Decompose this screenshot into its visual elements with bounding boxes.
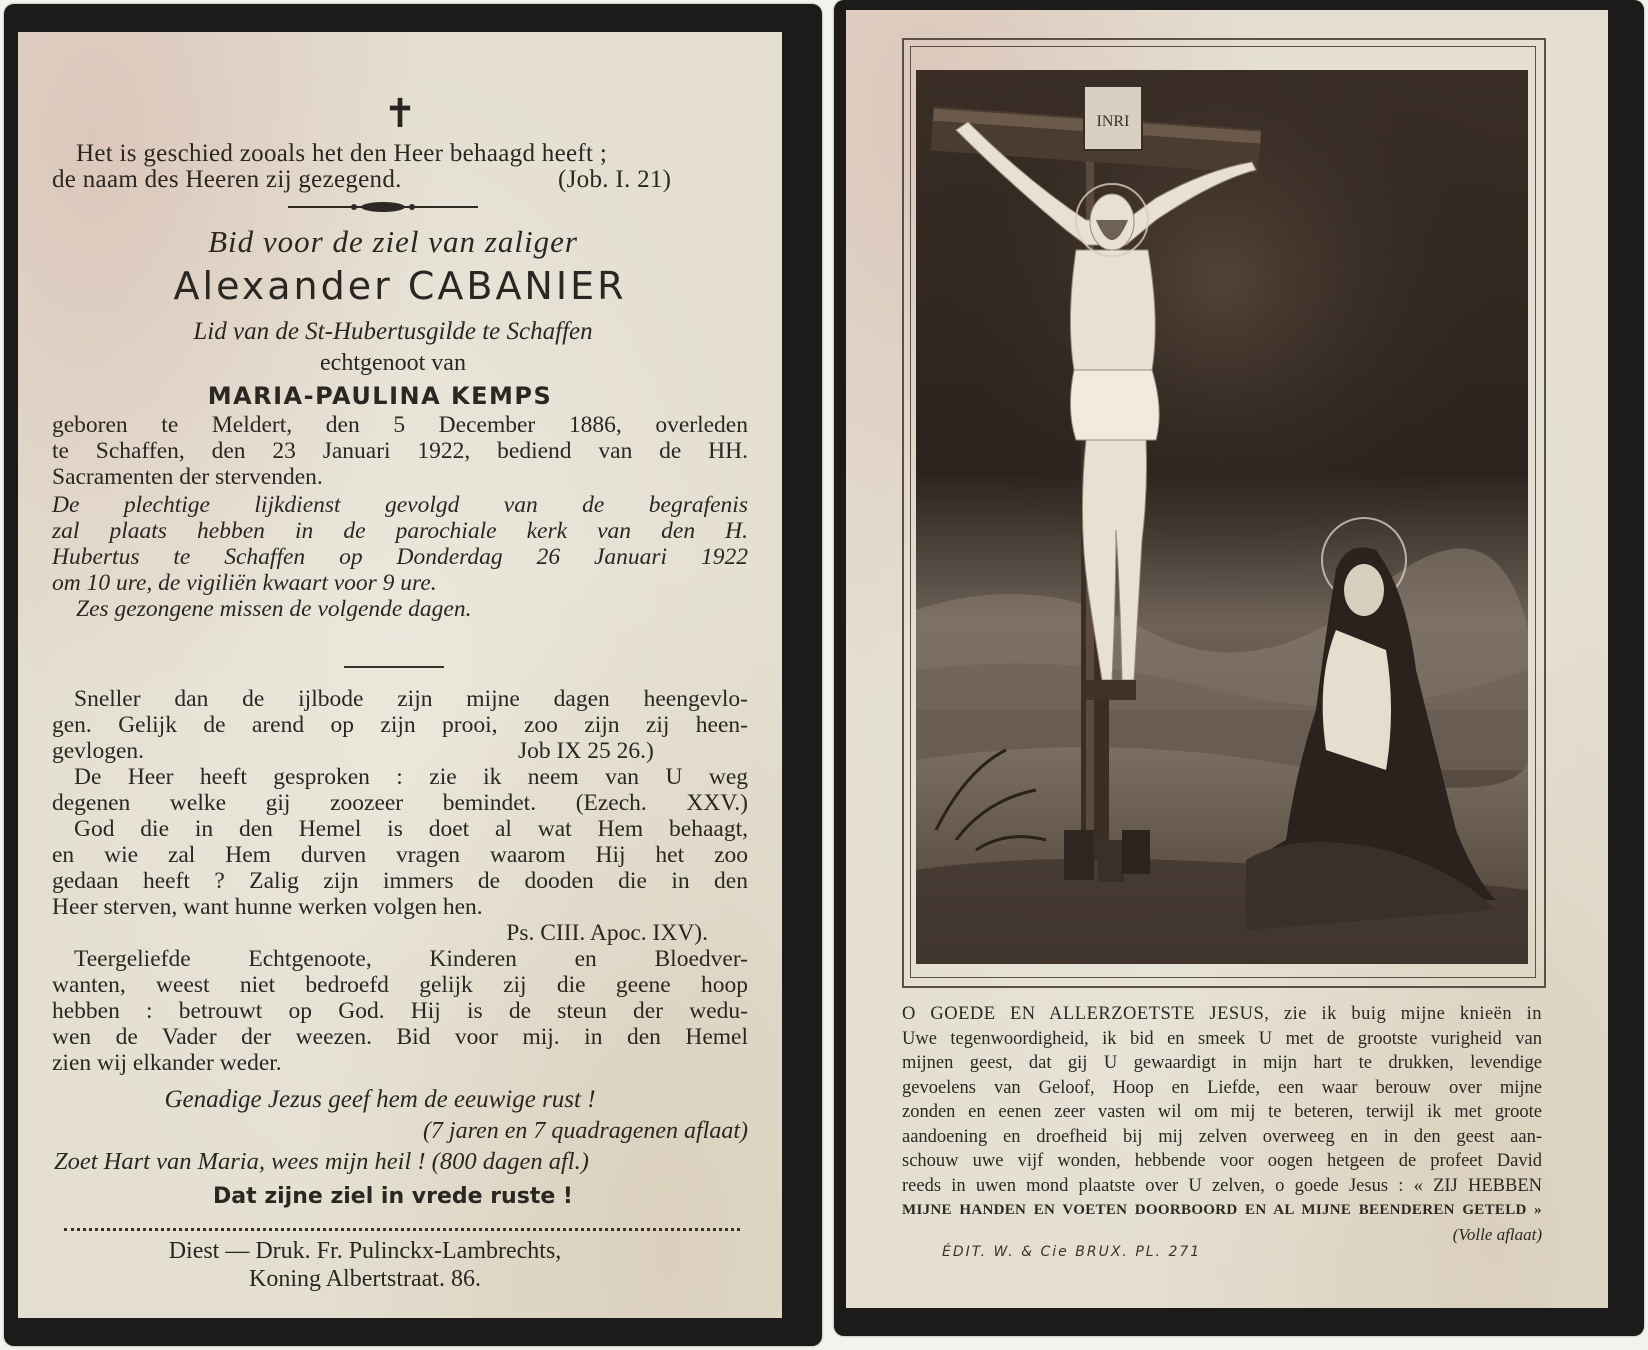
scripture-line: gedaan heeft ? Zalig zijn immers de dooden die in den — [52, 868, 748, 894]
prayer-text — [902, 1002, 1542, 1247]
publisher-mark: ÉDIT. W. & Cie BRUX. PL. 271 — [942, 1244, 1202, 1260]
scripture-paragraph — [52, 686, 748, 1076]
verse-reference: (Job. I. 21) — [558, 166, 672, 193]
scripture-line: gen. Gelijk de arend op zijn prooi, zoo zijn zij heen- — [52, 712, 748, 738]
funeral-line: De plechtige lijkdienst gevolgd van de begrafenis — [52, 492, 748, 518]
birth-death-line: te Schaffen, den 23 Januari 1922, bediend van de HH. — [52, 438, 748, 464]
prayer-maria: Zoet Hart van Maria, wees mijn heil ! (800 dagen afl.) — [54, 1148, 589, 1175]
card-paper-front — [18, 32, 782, 1318]
prayer-jesus: Genadige Jezus geef hem de eeuwige rust ! — [164, 1086, 596, 1113]
card-paper-back — [846, 10, 1608, 1308]
funeral-paragraph — [52, 492, 748, 622]
scripture-line: degenen welke gij zoozeer bemindet. (Ezech. XXV.) — [52, 790, 748, 816]
pray-heading: Bid voor de ziel van zaliger — [208, 224, 578, 259]
deceased-name: Alexander CABANIER — [173, 264, 627, 308]
verse-line-2 — [52, 166, 782, 194]
indulgence-note-back: (Volle aflaat) — [1452, 1224, 1542, 1244]
memorial-card-front — [4, 4, 822, 1346]
birth-death-line: geboren te Meldert, den 5 December 1886, overleden — [52, 412, 748, 438]
prayer-line: mijnen geest, dat gij U gewaardigt in mijn hart te drukken, levendige — [902, 1053, 1542, 1073]
scripture-line: hebben : betrouwt op God. Hij is de steun der wedu- — [52, 998, 748, 1024]
guild-membership: Lid van de St-Hubertusgilde te Schaffen — [193, 318, 593, 345]
printer-line-2: Koning Albertstraat. 86. — [249, 1266, 481, 1292]
prayer-line: gevoelens van Geloof, Hoop en Liefde, een waar berouw over mijne — [902, 1077, 1542, 1098]
prayer-line: reeds in uwen mond plaatste over U zelven, o goede Jesus : « ZIJ HEBBEN — [902, 1175, 1542, 1196]
scripture-line: zien wij elkander weder. — [52, 1050, 282, 1076]
funeral-line: om 10 ure, de vigiliën kwaart voor 9 ure. — [52, 570, 437, 596]
inri-plaque: INRI — [1096, 113, 1130, 130]
divider — [344, 666, 444, 668]
scripture-line: Teergeliefde Echtgenoote, Kinderen en Bloedver- — [74, 946, 748, 972]
spouse-of-label: echtgenoot van — [320, 350, 466, 376]
prayer-caps-line: MIJNE HANDEN EN VOETEN DOORBOORD EN AL MIJNE BEENDEREN GETELD » — [902, 1202, 1542, 1218]
scripture-line: De Heer heeft gesproken : zie ik neem van U weg — [74, 764, 748, 790]
scripture-text: gevlogen. — [52, 738, 145, 764]
dotted-divider — [64, 1228, 740, 1231]
verse-line-1: Het is geschied zooals het den Heer behaagd heeft ; — [76, 140, 608, 167]
scripture-line: wanten, weest niet bedroefd gelijk zij die geene hoop — [52, 972, 748, 998]
scripture-line: Sneller dan de ijlbode zijn mijne dagen heengevlo- — [74, 686, 748, 712]
prayer-line: O GOEDE EN ALLERZOETSTE JESUS, zie ik buig mijne knieën in — [902, 1004, 1542, 1024]
scripture-line: wen de Vader der weezen. Bid voor mij. in den Hemel — [52, 1024, 748, 1050]
birth-death-paragraph — [52, 412, 748, 490]
memorial-card-back — [834, 0, 1644, 1336]
cross-icon: ✝ — [383, 91, 417, 136]
prayer-line: Uwe tegenwoordigheid, ik bid en smeek U met de grootste vurigheid van — [902, 1028, 1542, 1049]
birth-death-line: Sacramenten der stervenden. — [52, 464, 323, 490]
verse-line-2-text: de naam des Heeren zij gezegend. — [52, 166, 402, 193]
spouse-name: MARIA-PAULINA KEMPS — [207, 382, 553, 410]
funeral-line: zal plaats hebben in de parochiale kerk van den H. — [52, 518, 748, 544]
indulgence-note: (7 jaren en 7 quadragenen aflaat) — [422, 1118, 748, 1144]
scripture-line: God die in den Hemel is doet al wat Hem behaagt, — [74, 816, 748, 842]
scripture-line: en wie zal Hem durven vragen waarom Hij het zoo — [52, 842, 748, 868]
prayer-line: schouw uwe vijf wonden, hebbende voor oogen hetgeen de profeet David — [902, 1151, 1542, 1171]
funeral-line: Hubertus te Schaffen op Donderdag 26 Januari 1922 — [52, 544, 748, 570]
printer-line-1: Diest — Druk. Fr. Pulinckx-Lambrechts, — [168, 1238, 562, 1264]
scripture-reference: Ps. CIII. Apoc. IXV). — [506, 920, 708, 946]
prayer-line: aandoening en droefheid bij mij zelven overweeg en in den geest aan- — [902, 1126, 1542, 1147]
funeral-line: Zes gezongene missen de volgende dagen. — [76, 596, 472, 622]
scripture-line — [52, 738, 748, 764]
prayer-line: zonden en eenen zeer vasten wil om mij te beteren, terwijl ik met groote — [902, 1102, 1542, 1122]
closing-line: Dat zijne ziel in vrede ruste ! — [213, 1184, 573, 1209]
ornament-divider-icon — [288, 200, 478, 214]
scripture-line: Heer sterven, want hunne werken volgen hen. — [52, 894, 483, 920]
crucifixion-image — [916, 70, 1528, 964]
scripture-reference: Job IX 25 26.) — [518, 738, 654, 764]
